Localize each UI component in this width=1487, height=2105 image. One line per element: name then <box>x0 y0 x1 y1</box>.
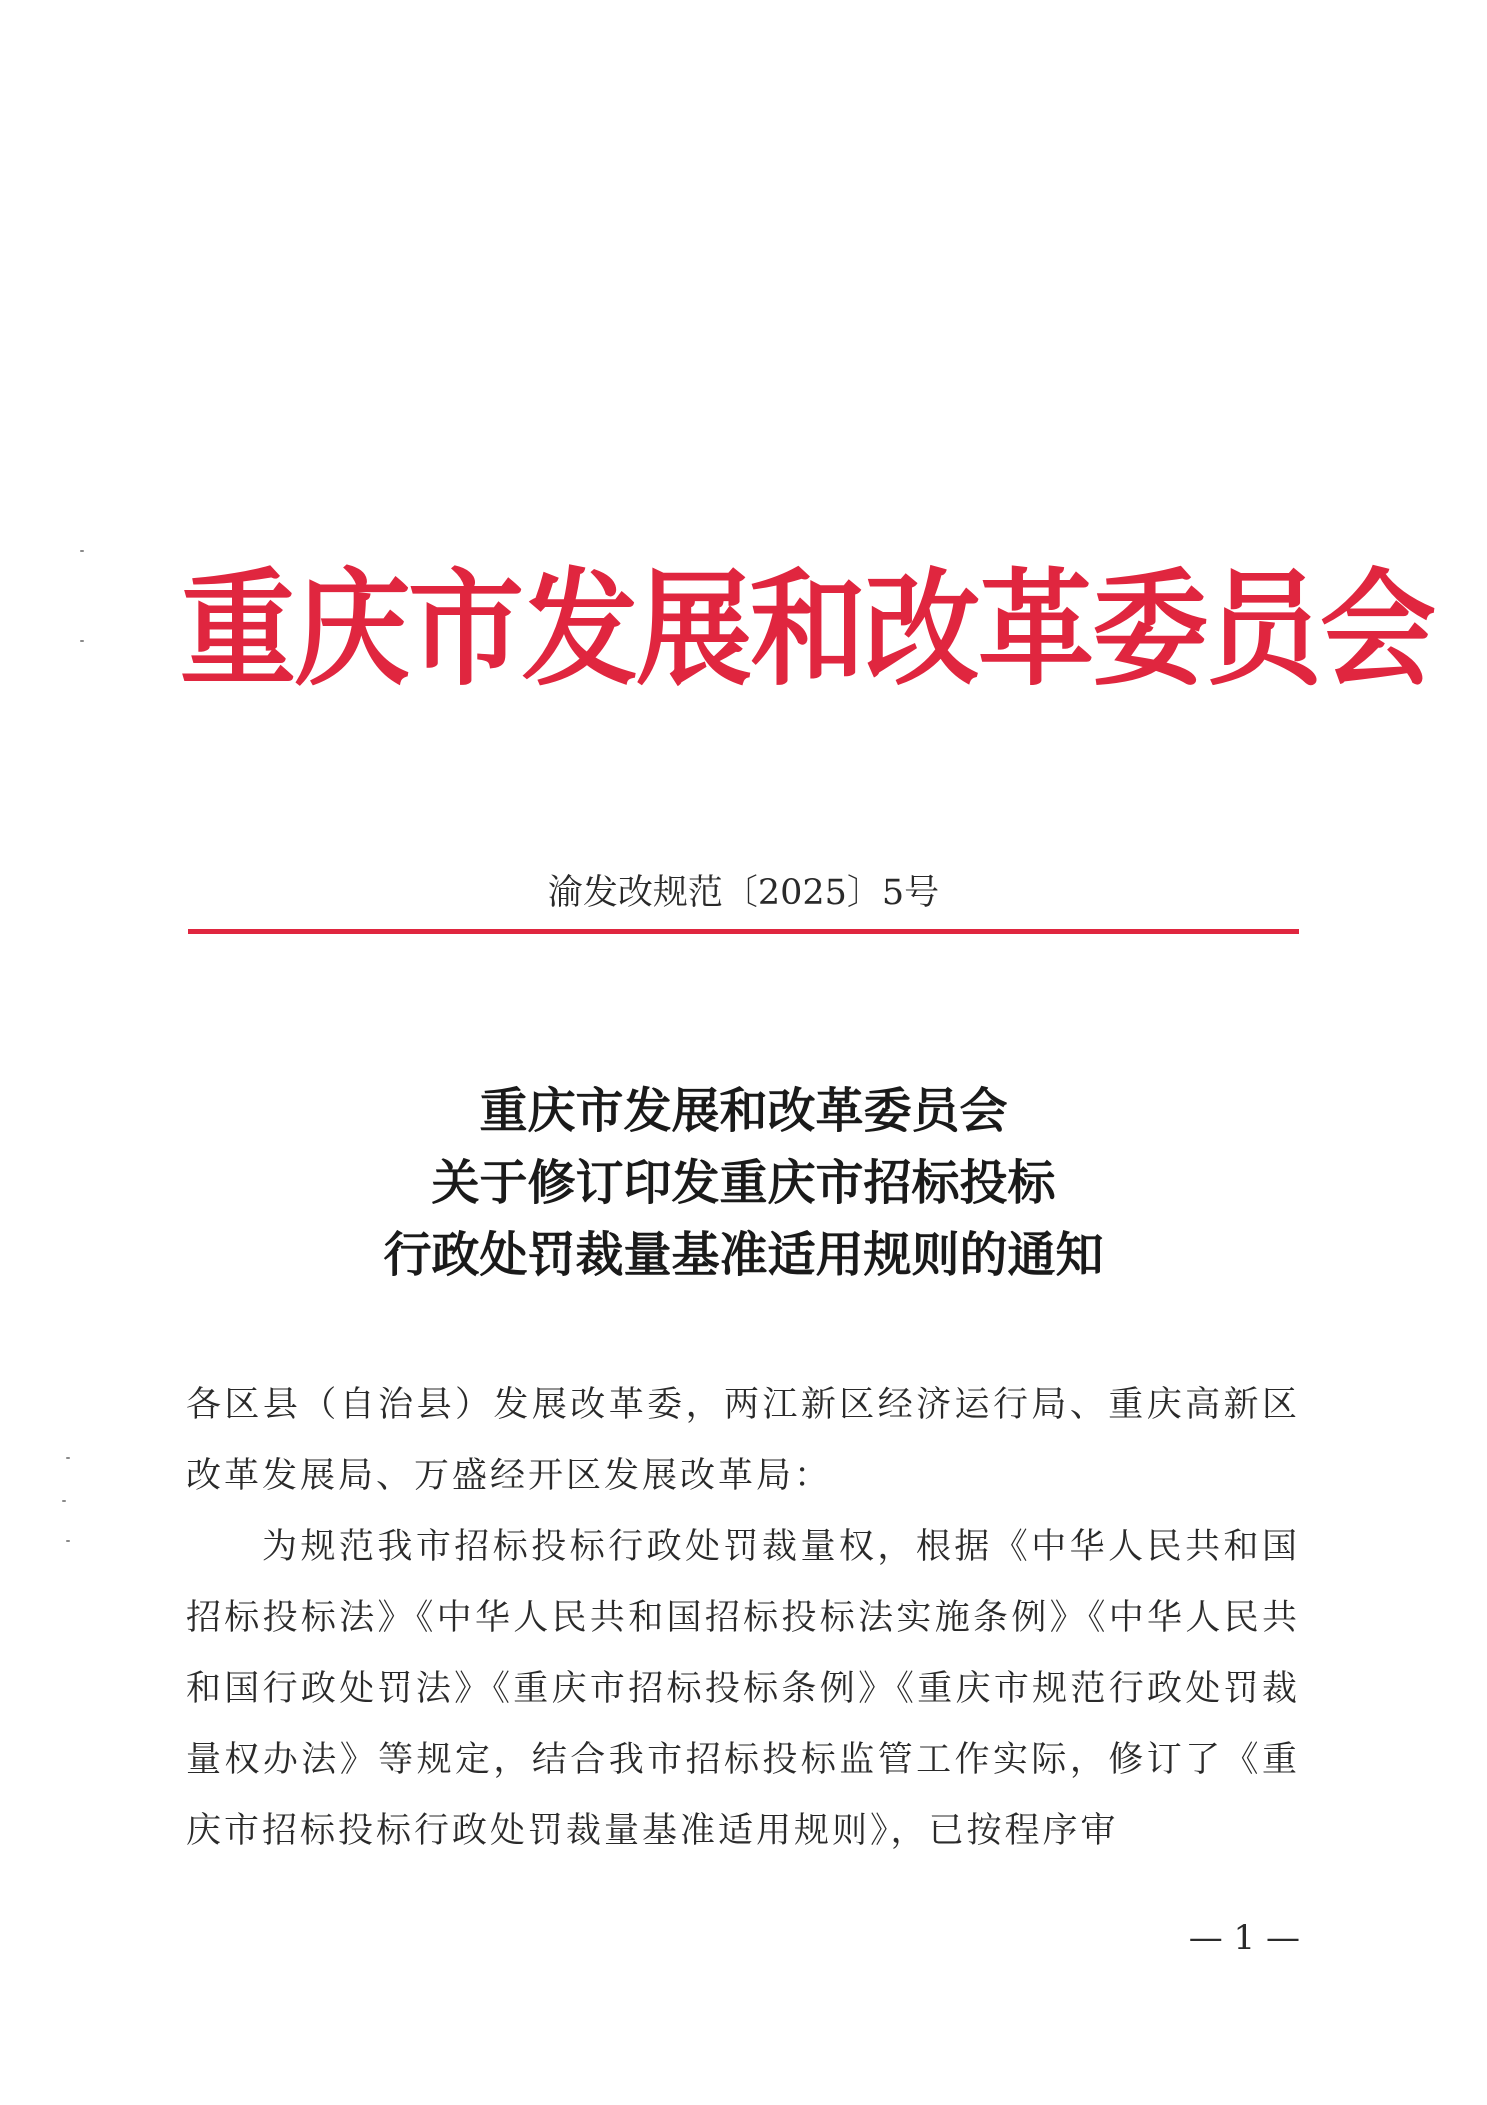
document-number: 渝发改规范〔2025〕5号 <box>547 873 940 913</box>
scan-speck <box>80 640 84 642</box>
page-number: — 1 — <box>1188 1918 1300 1958</box>
document-body <box>186 1370 1300 1867</box>
red-divider-line <box>188 929 1299 934</box>
title-line-2: 关于修订印发重庆市招标投标 <box>431 1155 1056 1211</box>
scan-speck <box>66 1457 70 1459</box>
scan-speck <box>80 550 84 552</box>
masthead-issuer: 重庆市发展和改革委员会 <box>180 556 1434 704</box>
scan-speck <box>66 1540 70 1542</box>
title-line-3: 行政处罚裁量基准适用规则的通知 <box>383 1227 1104 1283</box>
body-paragraph-1: 为规范我市招标投标行政处罚裁量权，根据《中华人民共和国招标投标法》《中华人民共和国招标投标法实施条例》《中华人民共和国行政处罚法》《重庆市招标投标条例》《重庆市规范行政处罚裁量权办法》等规定，结合我市招标投标监管工作实际，修订了《重庆市招标投标行政处罚裁量基准适用规则》，已按程序审 <box>186 1527 1300 1851</box>
recipients-paragraph: 各区县（自治县）发展改革委，两江新区经济运行局、重庆高新区改革发展局、万盛经开区发展改革局： <box>186 1385 1300 1496</box>
scan-speck <box>62 1500 66 1502</box>
document-title <box>188 1075 1299 1291</box>
title-line-1: 重庆市发展和改革委员会 <box>479 1083 1008 1139</box>
